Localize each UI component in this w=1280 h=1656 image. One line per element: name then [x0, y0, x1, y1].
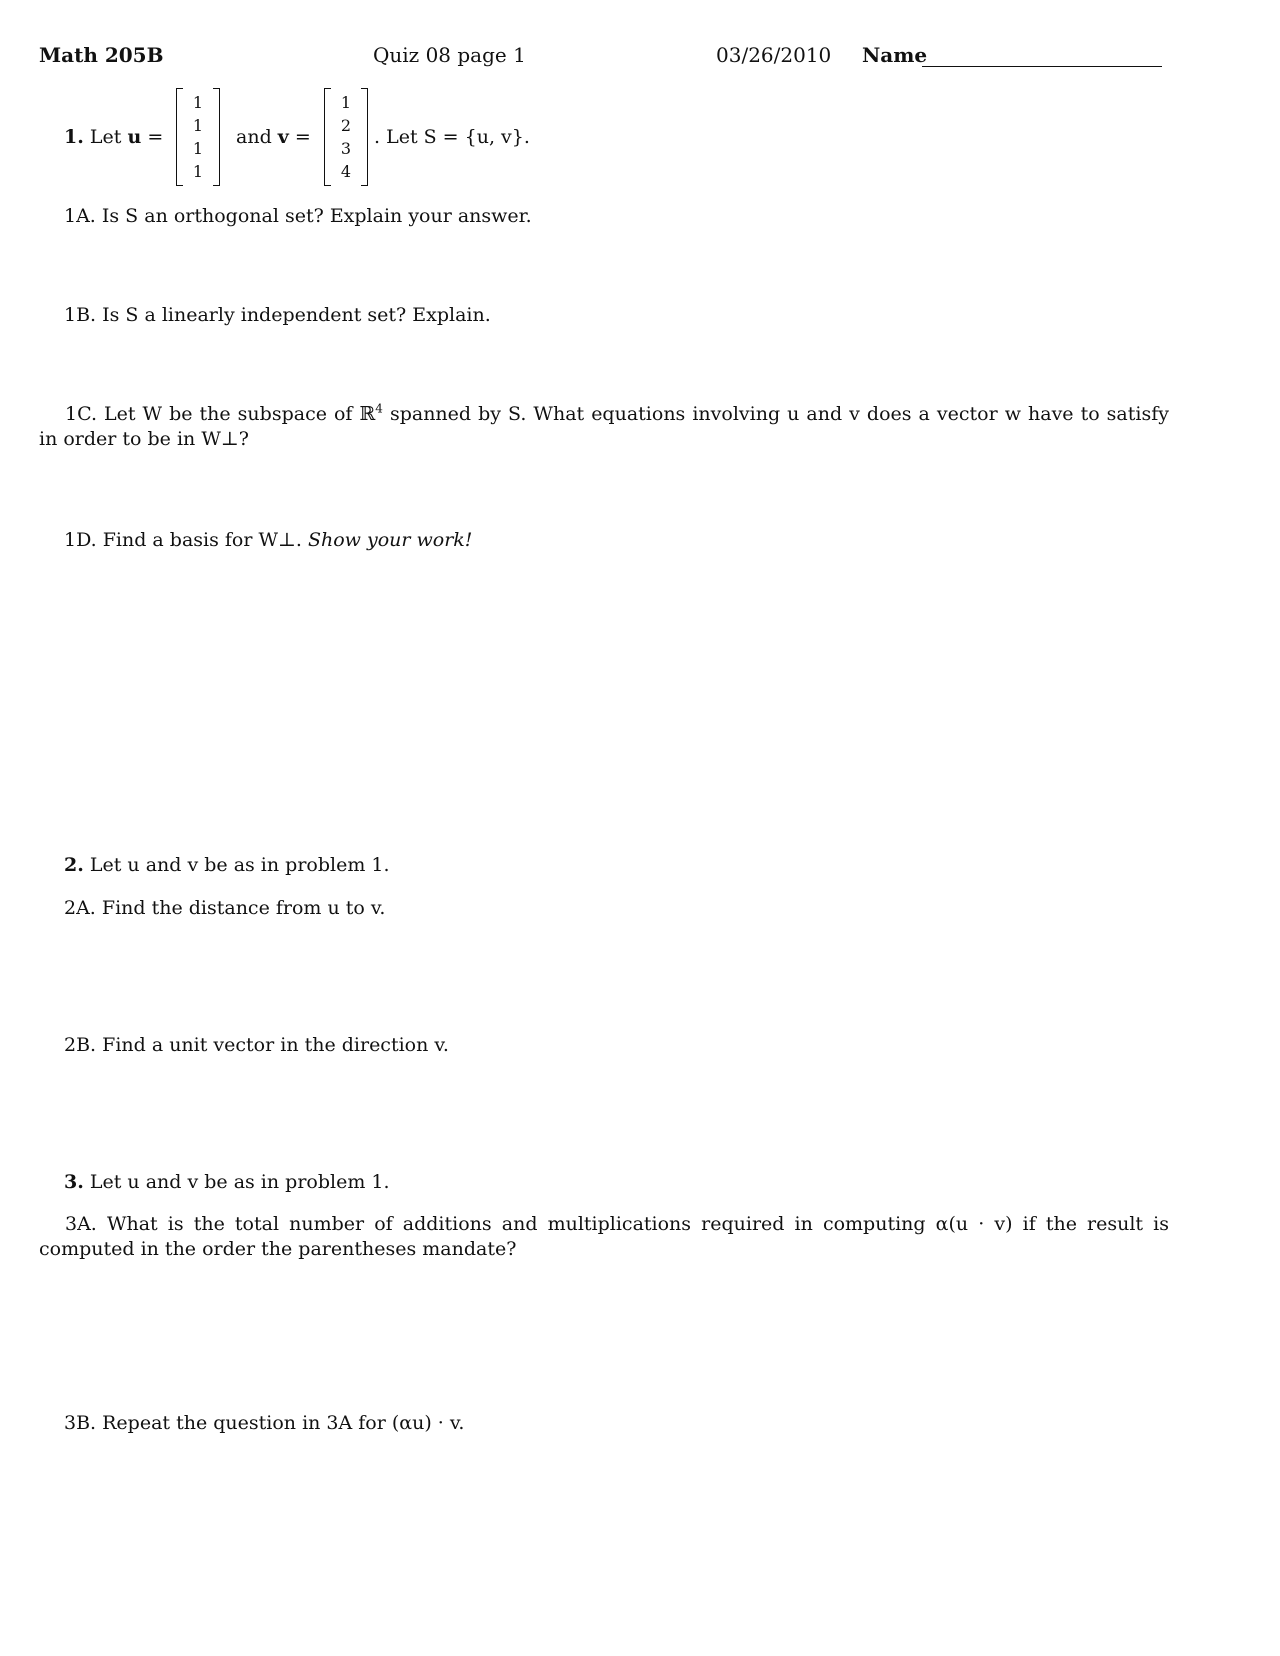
vector-u-entry: 1: [192, 139, 204, 158]
vector-v-entry: 1: [340, 93, 352, 112]
vector-v-entry: 2: [340, 116, 352, 135]
question-3a: [39, 1212, 1169, 1262]
problem-1-and: [236, 124, 311, 150]
question-2b: 2B. Find a unit vector in the direction v.: [64, 1034, 449, 1056]
vector-v-entry: 3: [340, 139, 352, 158]
question-1d-instruction: Show your work!: [307, 529, 473, 551]
vector-v-entry: 4: [340, 162, 352, 181]
question-1c-part2: spanned by S. What equations involving u and v does a vector w have to satisfy in order to be in W⊥?: [39, 403, 1169, 450]
vector-u-symbol: u: [127, 126, 142, 148]
vector-u-entry: 1: [192, 116, 204, 135]
equals-sign-u: =: [147, 126, 164, 148]
question-1c: [39, 402, 1169, 452]
name-label: Name: [862, 43, 928, 67]
set-definition: . Let S = {u, v}.: [374, 126, 530, 148]
problem-2-number: 2.: [64, 854, 84, 876]
problem-1-let: Let: [89, 126, 122, 148]
vector-u-entry: 1: [192, 162, 204, 181]
question-3a-text: 3A. What is the total number of additions and multiplications required in computing α(u · v) if the result is computed in the order the parentheses mandate?: [39, 1213, 1169, 1260]
course-title: Math 205B: [39, 43, 164, 67]
quiz-date: 03/26/2010: [716, 43, 832, 67]
vector-v-symbol: v: [277, 126, 289, 148]
vector-u-entry: 1: [192, 93, 204, 112]
question-3b: 3B. Repeat the question in 3A for (αu) · v.: [64, 1412, 465, 1434]
question-1c-superscript: 4: [375, 401, 383, 416]
problem-2-text: Let u and v be as in problem 1.: [89, 854, 390, 876]
question-1c-part1: 1C. Let W be the subspace of ℝ: [65, 403, 376, 425]
question-1a: 1A. Is S an orthogonal set? Explain your answer.: [64, 205, 532, 227]
vector-u-matrix: [176, 88, 220, 184]
quiz-title: Quiz 08 page 1: [373, 43, 526, 67]
question-2a: 2A. Find the distance from u to v.: [64, 897, 386, 919]
question-1d: [64, 527, 472, 553]
problem-2-intro: [64, 852, 390, 878]
problem-3-intro: [64, 1169, 390, 1195]
question-1d-main: 1D. Find a basis for W⊥.: [64, 529, 302, 551]
problem-3-text: Let u and v be as in problem 1.: [89, 1171, 390, 1193]
problem-1-number: 1.: [64, 126, 84, 148]
equals-sign-v: =: [294, 126, 311, 148]
problem-3-number: 3.: [64, 1171, 84, 1193]
question-1b: 1B. Is S a linearly independent set? Explain.: [64, 304, 491, 326]
and-word: and: [236, 126, 272, 148]
name-blank-line[interactable]: [922, 66, 1162, 67]
vector-v-matrix: [324, 88, 368, 184]
problem-1-intro: [64, 124, 163, 150]
